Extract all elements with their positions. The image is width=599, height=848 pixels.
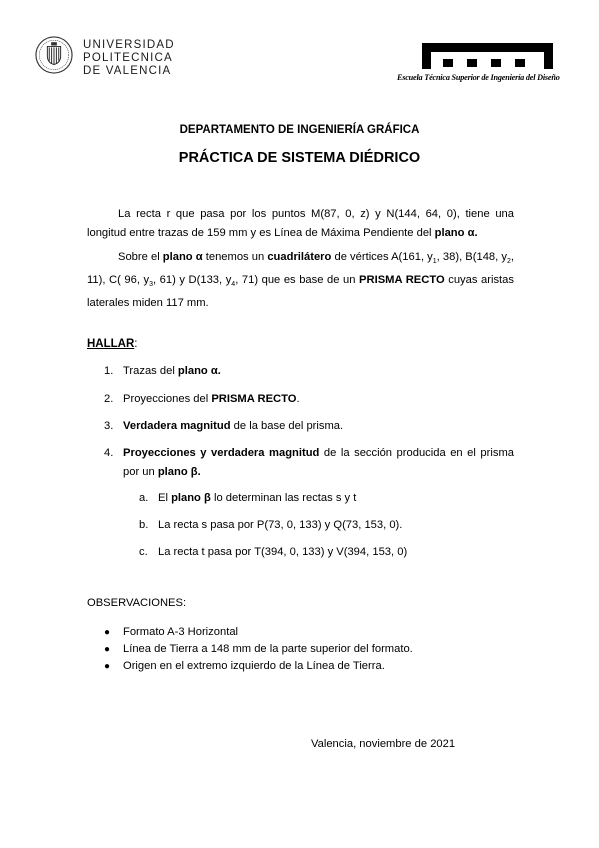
bold-term: plano α. — [177, 365, 221, 377]
item-number: 4. — [104, 447, 114, 459]
bold-term: plano β — [171, 492, 211, 504]
bold-term: plano β. — [157, 466, 201, 478]
paragraph-text: , 38), B(148, y — [436, 251, 507, 263]
task-item — [104, 362, 514, 381]
paragraph-text: cuyas aristas laterales miden 117 mm. — [87, 274, 514, 310]
hallar-colon: : — [134, 338, 138, 350]
subitem-text: La recta t pasa por T(394, 0, 133) y V(394, 153, 0) — [158, 546, 408, 558]
bullet-text: Formato A-3 Horizontal — [123, 626, 239, 638]
observaciones-heading: OBSERVACIONES: — [87, 597, 187, 609]
school-name: Escuela Técnica Superior de Ingeniería del Diseño — [397, 73, 560, 82]
bold-term: plano α — [162, 251, 203, 263]
paragraph-text: de vértices A(161, y — [331, 251, 433, 263]
subitem — [139, 516, 402, 535]
bold-term: PRISMA RECTO — [211, 393, 297, 405]
bold-term: plano α. — [434, 227, 478, 239]
observation-bullet — [104, 641, 413, 658]
hallar-label: HALLAR — [87, 338, 135, 350]
university-line: DE VALENCIA — [83, 65, 172, 77]
subscript: 4 — [231, 281, 236, 289]
document-title: PRÁCTICA DE SISTEMA DIÉDRICO — [178, 150, 421, 166]
subscript: 1 — [432, 258, 437, 266]
subitem-text: La recta s pasa por P(73, 0, 133) y Q(73, 153, 0). — [158, 519, 403, 531]
paragraph-text: , 71) que es base de un — [235, 274, 360, 287]
observation-bullet — [104, 658, 385, 675]
task-item — [104, 444, 514, 482]
bullet-icon: ● — [104, 661, 111, 672]
university-line: UNIVERSIDAD — [83, 39, 175, 51]
bold-term: PRISMA RECTO — [359, 274, 445, 287]
item-text: . — [296, 393, 300, 405]
bullet-icon: ● — [104, 627, 111, 638]
subitem-text: El — [158, 492, 172, 504]
bullet-text: Línea de Tierra a 148 mm de la parte superior del formato. — [123, 643, 413, 655]
subitem-letter: c. — [139, 546, 148, 558]
bold-term: cuadrilátero — [267, 251, 332, 263]
subitem — [139, 489, 356, 508]
document-date: Valencia, noviembre de 2021 — [311, 738, 456, 750]
bold-term: Verdadera magnitud — [123, 420, 231, 432]
paragraph-text: La recta r que pasa por los puntos M(87, 0, z) y N(144, 64, 0), tiene una longitud entre trazas de 159 mm y es Línea de Máxima Pendiente del — [87, 208, 514, 239]
item-number: 3. — [104, 420, 114, 432]
subscript: 2 — [506, 258, 511, 266]
task-item — [104, 390, 514, 409]
subitem-letter: b. — [139, 519, 149, 531]
paragraph-text: Sobre el — [118, 251, 163, 263]
observation-bullet — [104, 624, 238, 641]
subitem — [139, 543, 407, 562]
department-heading: DEPARTAMENTO DE INGENIERÍA GRÁFICA — [179, 124, 420, 136]
university-line: POLITECNICA — [83, 52, 173, 64]
subitem-text: lo determinan las rectas s y t — [210, 492, 357, 504]
subscript: 3 — [149, 281, 153, 289]
item-number: 1. — [104, 365, 114, 377]
statement-paragraph-1 — [87, 205, 514, 243]
etsid-logo — [422, 43, 553, 71]
upv-seal-logo — [35, 36, 73, 74]
subitem-letter: a. — [139, 492, 149, 504]
item-text: Trazas del — [123, 365, 178, 377]
hallar-heading — [87, 338, 137, 350]
item-text: Proyecciones del — [123, 393, 212, 405]
paragraph-text: , 61) y D(133, y — [153, 274, 232, 287]
bold-term: Proyecciones y verdadera magnitud — [123, 447, 320, 459]
bullet-icon: ● — [104, 644, 111, 655]
paragraph-text: , 11), C( 96, y — [87, 251, 514, 287]
bullet-text: Origen en el extremo izquierdo de la Línea de Tierra. — [123, 660, 385, 672]
paragraph-text: tenemos un — [202, 251, 268, 263]
item-text: de la base del prisma. — [230, 420, 344, 432]
item-number: 2. — [104, 393, 114, 405]
item-text: de la sección producida en el prisma por un — [123, 447, 514, 478]
statement-paragraph-2 — [87, 248, 514, 313]
university-name — [83, 39, 175, 78]
task-item — [104, 417, 514, 436]
